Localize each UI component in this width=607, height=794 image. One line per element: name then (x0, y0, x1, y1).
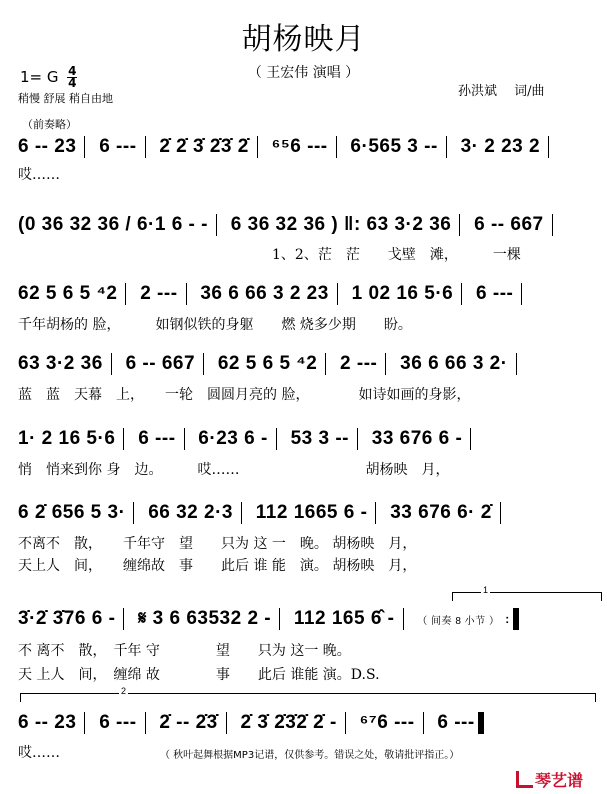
measure: 1 02 16 5·6 (351, 283, 454, 305)
measure: 6·23 6 - (198, 428, 268, 450)
tempo-marking: 稍慢 舒展 稍自由地 (18, 92, 113, 105)
measure: 33 676 6· 2̇ (390, 502, 492, 524)
staff-line-8 (18, 712, 484, 734)
measure: 112 1665 6 - (255, 502, 368, 524)
key-signature (20, 66, 77, 89)
measure: 6 -- 667 (474, 214, 544, 236)
measure: 6·565 3 -- (350, 136, 438, 158)
lyric-line: 天 上人 间， 缠绵 故 事 此后 谁能 演。D.S. (18, 667, 380, 683)
measure: 6 -- 667 (125, 353, 196, 375)
measure: 36 6 66 3 2 23 (200, 283, 329, 305)
song-title: 胡杨映月 (241, 22, 366, 57)
measure: 6 -- 23 (18, 136, 77, 158)
measure: 6 --- (99, 712, 137, 734)
lyric-line: 千年胡杨的 脸， 如钢似铁的身躯 燃 烧多少期 盼。 (18, 317, 412, 333)
staff-line-6 (18, 502, 509, 524)
lyric-line: 不 离不 散， 千年 守 望 只为 这一 晚。 (18, 643, 351, 659)
measure: ‖: 63 3·2 36 (343, 214, 452, 236)
repeat-end-barline (513, 608, 519, 630)
logo-icon (516, 771, 533, 788)
measure: 1· 2 16 5·6 (18, 428, 116, 450)
measure: 3· 2 23 2 (460, 136, 541, 158)
staff-line-7 (18, 608, 519, 630)
lyric-line: 不离不 散， 千年守 望 只为 这 一 晚。 胡杨映 月， (18, 536, 417, 552)
measure: ⁶⁵6 --- (271, 136, 328, 158)
measure: 2 --- (140, 283, 178, 305)
staff-line-5 (18, 428, 479, 450)
measure: (0 36 32 36 / 6·1 6 - - (18, 214, 208, 236)
measure: 2 --- (340, 353, 378, 375)
repeat-dots: : (505, 612, 510, 626)
measure: 6 --- (476, 283, 514, 305)
measure: ⁶⁷6 --- (359, 712, 415, 734)
volta-bracket-2 (20, 686, 596, 702)
singer-credit: （ 王宏伟 演唱 ） (247, 65, 360, 81)
lyric-line: 悄 悄来到你 身 边。 哎…… 胡杨映 月， (18, 462, 450, 478)
measure: 36 6 66 3 2· (400, 353, 508, 375)
measure: 𝄋 3 6 63532 2 - (138, 608, 272, 630)
time-top: 4 (68, 64, 77, 78)
measure: 2̇ 3̇ 2̇3̇2̇ 2̇ - (240, 712, 337, 734)
site-logo[interactable] (516, 768, 583, 791)
prelude-note: （前奏略） (22, 118, 77, 131)
volta-number: 2 (121, 686, 127, 696)
staff-line-2 (18, 214, 561, 236)
measure: 6 36 32 36 ) (230, 214, 339, 236)
interlude-note: （ 间奏 8 小节 ） (417, 616, 500, 628)
volta-number: 1 (483, 585, 489, 595)
lyric-line: 蓝 蓝 天幕 上， 一轮 圆圆月亮的 脸， 如诗如画的身影， (18, 387, 471, 403)
final-barline (478, 712, 484, 734)
staff-line-1 (18, 136, 557, 158)
measure: 6 -- 23 (18, 712, 77, 734)
staff-line-3 (18, 283, 530, 305)
measure: 2̇ 2̇ 3̇ 2̇3̇ 2̇ (159, 136, 249, 158)
measure: 6 2̇ 656 5 3· (18, 502, 126, 524)
measure: 53 3 -- (290, 428, 349, 450)
measure: 112 165 6̂ - (293, 608, 395, 630)
measure: 33 676 6 - (371, 428, 463, 450)
measure: 62 5 6 5 ⁴2 (217, 353, 318, 375)
author-credit: 孙洪斌 词/曲 (458, 84, 545, 99)
measure: 63 3·2 36 (18, 353, 103, 375)
lyric-line: 哎…… (18, 745, 60, 761)
measure: 66 32 2·3 (148, 502, 233, 524)
measure: 2̇ -- 2̇3̇ (159, 712, 218, 734)
measure: 3̇·2̇ 3̇76 6 - (18, 608, 116, 630)
measure: 6 --- (437, 712, 475, 734)
time-bottom: 4 (68, 76, 77, 90)
lyric-line: 1、2、茫 茫 戈壁 滩， 一棵 (272, 247, 521, 263)
measure: 6 --- (138, 428, 176, 450)
volta-bracket-1 (452, 585, 602, 601)
key-label: 1= G (20, 68, 59, 86)
transcription-note: （ 秋叶起舞根据MP3记谱，仅供参考。错误之处，敬请批评指正。） (160, 750, 460, 761)
measure: 6 --- (99, 136, 137, 158)
lyric-line: 哎…… (18, 167, 60, 183)
staff-line-4 (18, 353, 525, 375)
measure: 62 5 6 5 ⁴2 (18, 283, 118, 305)
lyric-line: 天上人 间， 缠绵故 事 此后 谁 能 演。 胡杨映 月， (18, 558, 417, 574)
time-signature (67, 66, 77, 89)
logo-text: 琴艺谱 (535, 771, 584, 790)
